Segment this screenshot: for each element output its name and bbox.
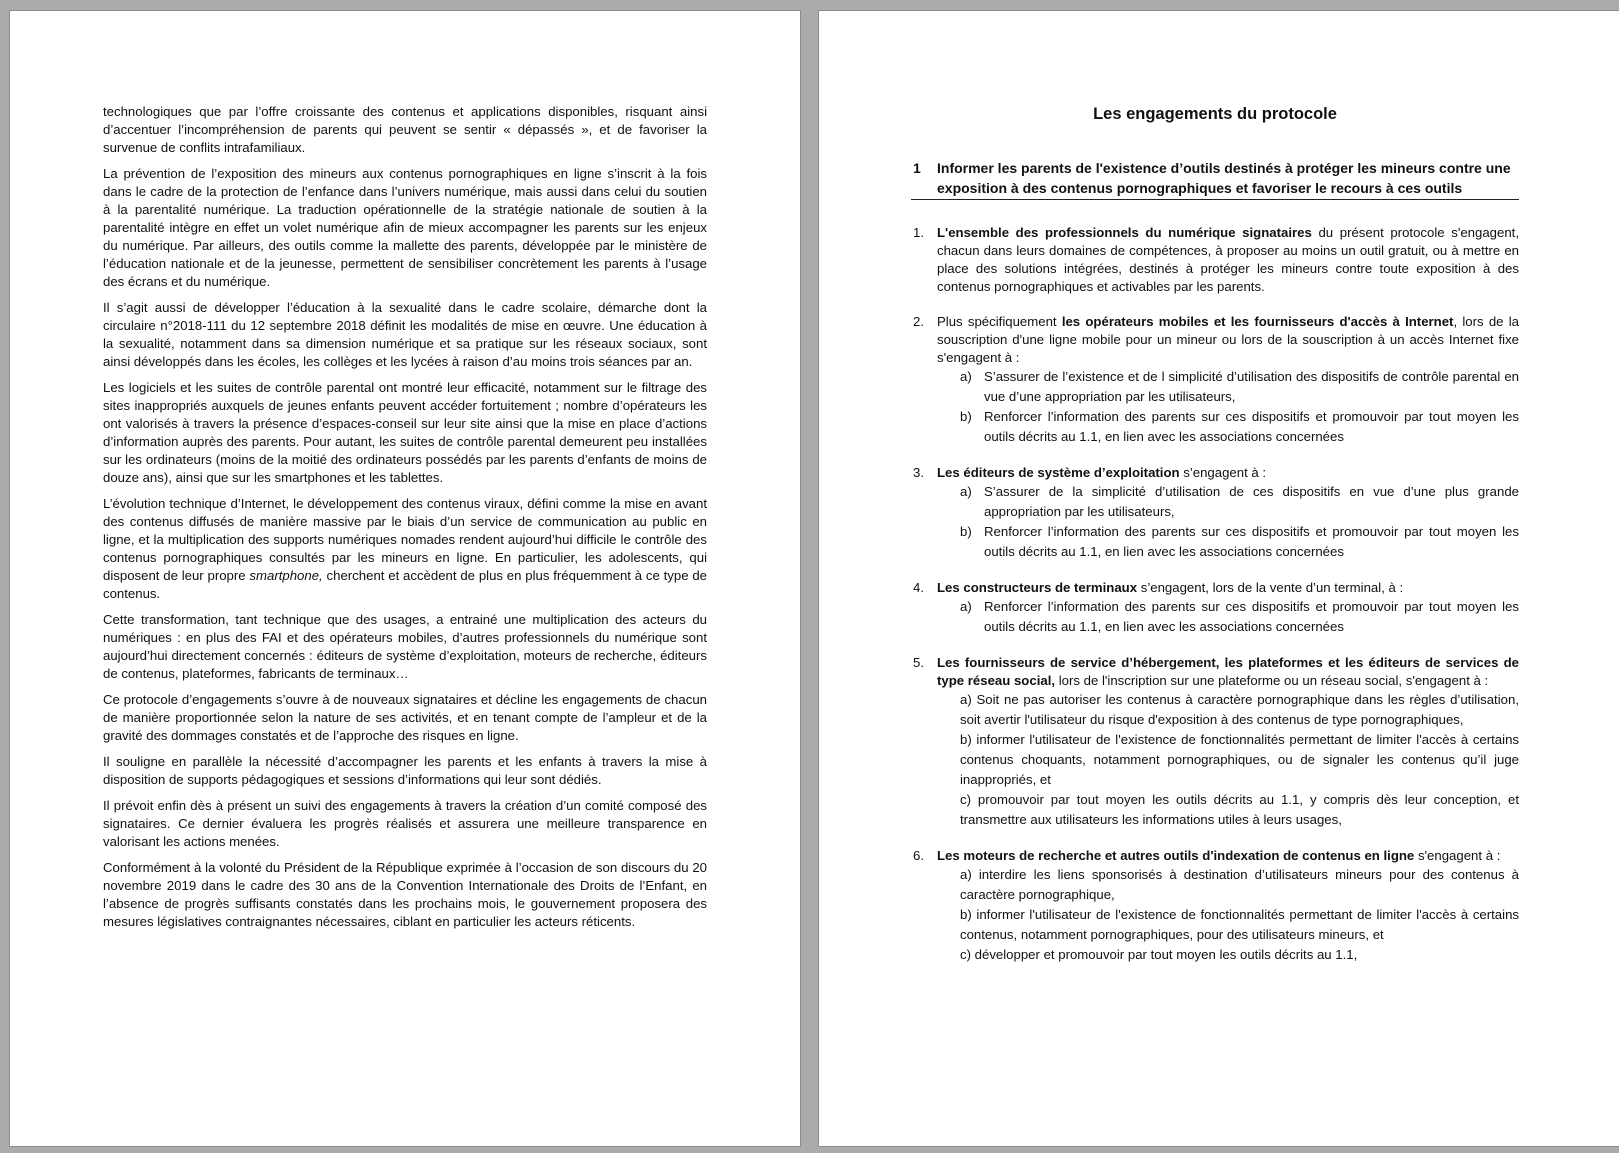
item-number: 4. (913, 580, 924, 595)
section-heading (911, 158, 1519, 200)
list-item (911, 313, 1519, 447)
item-text: s’engagent, lors de la vente d’un terminal, à : (1137, 580, 1404, 595)
item-text: s’engagent à : (1179, 465, 1267, 480)
paragraph: technologiques que par l’offre croissante des contenus et applications disponibles, risquant ainsi d’accentuer l’incompréhension de parents qui peuvent se sentir « dépassés », et de favoriser la survenue de conflits intrafamiliaux. (103, 104, 707, 155)
section-title: Informer les parents de l'existence d’outils destinés à protéger les mineurs contre une exposition à des contenus pornographiques et favoriser le recours à ces outils (937, 160, 1511, 196)
paragraph-text: L’évolution technique d’Internet, le développement des contenus viraux, défini comme la mise en avant des contenus diffusés de manière massive par le biais d’un service de communication au public en ligne, et la multiplication des supports numériques nomades rendent aujourd’hui difficile le contrôle des contenus pornographiques consultés par les mineurs en ligne. En particulier, les adolescents, qui disposent de leur propre (103, 496, 707, 583)
sub-item-text: Renforcer l’information des parents sur ces dispositifs et promouvoir par tout moyen les outils décrits au 1.1, en lien avec les associations concernées (984, 524, 1519, 559)
list-item (911, 654, 1519, 830)
sub-item: a) interdire les liens sponsorisés à destination d’utilisateurs mineurs pour des contenus à caractère pornographique, (960, 867, 1519, 902)
sub-item (937, 407, 1519, 447)
paragraph: Il souligne en parallèle la nécessité d’accompagner les parents et les enfants à travers la mise à disposition de supports pédagogiques et sessions d’informations qui leur sont dédiés. (103, 754, 707, 787)
paragraph: Conformément à la volonté du Président de la République exprimée à l’occasion de son discours du 20 novembre 2019 dans le cadre des 30 ans de la Convention Internationale des Droits de l’Enfant, en l’absence de progrès suffisants constatés dans les prochains mois, le gouvernement proposera des mesures législatives contraignantes nécessaires, ciblant en particulier les acteurs réticents. (103, 860, 707, 929)
paragraph: La prévention de l’exposition des mineurs aux contenus pornographiques en ligne s’inscrit à la fois dans le cadre de la protection de l’enfance dans l’univers numérique, mais aussi dans celui du soutien à la parentalité numérique. La traduction opérationnelle de la stratégie nationale de soutien à la parentalité intègre en effet un volet numérique afin de mieux accompagner les parents sur les enjeux du numérique. Par ailleurs, des outils comme la mallette des parents, développée par le ministère de l’éducation nationale et de la jeunesse, permettent de sensibiliser concrètement les parents à l’usage des écrans et du numérique. (103, 166, 707, 289)
item-number: 5. (913, 655, 924, 670)
sub-item: b) informer l'utilisateur de l'existence de fonctionnalités permettant de limiter l'accès à certains contenus choquants, notamment pornographiques, ou de signaler les contenus qu’il juge inappropriés, et (960, 732, 1519, 787)
item-number: 3. (913, 465, 924, 480)
sub-item (937, 482, 1519, 522)
section-number: 1 (913, 160, 921, 176)
item-number: 6. (913, 848, 924, 863)
item-text: lors de l'inscription sur une plateforme ou un réseau social, s'engagent à : (1055, 673, 1489, 688)
list-item (911, 847, 1519, 965)
sub-item: c) promouvoir par tout moyen les outils décrits au 1.1, y compris dès leur conception, et transmettre aux utilisateurs les informations utiles à leurs usages, (960, 792, 1519, 827)
item-actor: Les constructeurs de terminaux (937, 580, 1138, 595)
item-number: 2. (913, 314, 924, 329)
paragraph: Il prévoit enfin dès à présent un suivi des engagements à travers la création d’un comité composé des signataires. Ce dernier évaluera les progrès réalisés et assurera une meilleure transparence en valorisant les actions menées. (103, 798, 707, 849)
item-text: Plus spécifiquement (937, 314, 1062, 329)
sub-item-letter: a) (960, 369, 972, 384)
sub-item (937, 597, 1519, 637)
left-page-body (103, 103, 707, 939)
document-page-right (819, 11, 1619, 1146)
sub-item-letter: b) (960, 409, 972, 424)
item-number: 1. (913, 225, 924, 240)
sub-item (937, 367, 1519, 407)
item-actor: Les éditeurs de système d’exploitation (937, 465, 1180, 480)
sub-item-letter: a) (960, 599, 972, 614)
sub-item-text: S’assurer de la simplicité d’utilisation de ces dispositifs en vue d’une plus grande appropriation par les utilisateurs, (984, 484, 1519, 519)
document-page-left (10, 11, 800, 1146)
page-title: Les engagements du protocole (1093, 105, 1337, 123)
paragraph-text: cherchent et accèdent de plus en plus fréquemment à ce type de contenus. (103, 568, 707, 601)
sub-item (937, 522, 1519, 562)
paragraph: Ce protocole d’engagements s’ouvre à de nouveaux signataires et décline les engagements de chacun de manière proportionnée selon la nature de ses activités, et en tenant compte de l’ampleur et de la gravité des dommages constatés et de l’approche des risques en ligne. (103, 692, 707, 743)
sub-item: b) informer l'utilisateur de l'existence de fonctionnalités permettant de limiter l'accès à certains contenus, notamment pornographiques, pour des utilisateurs mineurs, et (960, 907, 1519, 942)
item-text: , lors de la souscription d'une ligne mobile pour un mineur ou lors de la souscription à un accès Internet fixe s'engagent à : (937, 314, 1519, 365)
paragraph: Cette transformation, tant technique que des usages, a entrainé une multiplication des acteurs du numériques : en plus des FAI et des opérateurs mobiles, d’autres professionnels du numérique sont aujourd’hui directement concernés : éditeurs de système d’exploitation, moteurs de recherche, éditeurs de contenus, plateformes, fabricants de terminaux… (103, 612, 707, 681)
list-item (911, 464, 1519, 562)
item-actor: L'ensemble des professionnels du numérique signataires (937, 225, 1312, 240)
list-item (911, 224, 1519, 296)
paragraph: Il s’agit aussi de développer l’éducation à la sexualité dans le cadre scolaire, démarche dont la circulaire n°2018-111 du 12 septembre 2018 définit les modalités de mise en œuvre. Une éducation à la sexualité, notamment dans sa dimension numérique et sa pratique sur les réseaux sociaux, sont ainsi développés dans les écoles, les collèges et les lycées à raison d’au moins trois séances par an. (103, 300, 707, 369)
sub-item-text: Renforcer l’information des parents sur ces dispositifs et promouvoir par tout moyen les outils décrits au 1.1, en lien avec les associations concernées (984, 599, 1519, 634)
paragraph: Les logiciels et les suites de contrôle parental ont montré leur efficacité, notamment sur le filtrage des sites inappropriés auxquels de jeunes enfants peuvent accéder fortuitement ; nombre d’opérateurs les ont valorisés à travers la présence d’espaces-conseil sur leur site ainsi que la mise en place d’actions d’information auprès des parents. Pour autant, les suites de contrôle parental demeurent peu installées sur les ordinateurs (moins de la moitié des ordinateurs possédés par les parents d’enfants de moins de douze ans), ainsi que sur les smartphones et les tablettes. (103, 380, 707, 485)
commitments-list (911, 224, 1519, 965)
item-actor: Les moteurs de recherche et autres outils d'indexation de contenus en ligne (937, 848, 1415, 863)
item-actor: Les fournisseurs de service d’hébergement, les plateformes et les éditeurs de services de type réseau social, (937, 655, 1519, 688)
item-text: du présent protocole s'engagent, chacun dans leurs domaines de compétences, à proposer au moins un outil gratuit, ou à mettre en place des solutions intégrées, destinés à protéger les mineurs contre toute exposition à des contenus pornographiques et activables par les parents. (937, 225, 1520, 294)
list-item (911, 579, 1519, 637)
paragraph-italic: smartphone, (249, 568, 323, 583)
sub-item-letter: b) (960, 524, 972, 539)
sub-item: a) Soit ne pas autoriser les contenus à caractère pornographique dans les règles d’utilisation, soit avertir l'utilisateur du risque d'exposition à des contenus de type pornographiques, (960, 692, 1519, 727)
right-page-body (911, 103, 1519, 965)
sub-item-letter: a) (960, 484, 972, 499)
item-actor: les opérateurs mobiles et les fournisseurs d'accès à Internet (1061, 314, 1454, 329)
item-text: s'engagent à : (1414, 848, 1501, 863)
sub-item-text: Renforcer l’information des parents sur ces dispositifs et promouvoir par tout moyen les outils décrits au 1.1, en lien avec les associations concernées (984, 409, 1519, 444)
paragraph (103, 495, 707, 603)
sub-item: c) développer et promouvoir par tout moyen les outils décrits au 1.1, (960, 947, 1358, 962)
sub-item-text: S’assurer de l’existence et de l simplicité d’utilisation des dispositifs de contrôle parental en vue d’une appropriation par les utilisateurs, (984, 369, 1519, 404)
